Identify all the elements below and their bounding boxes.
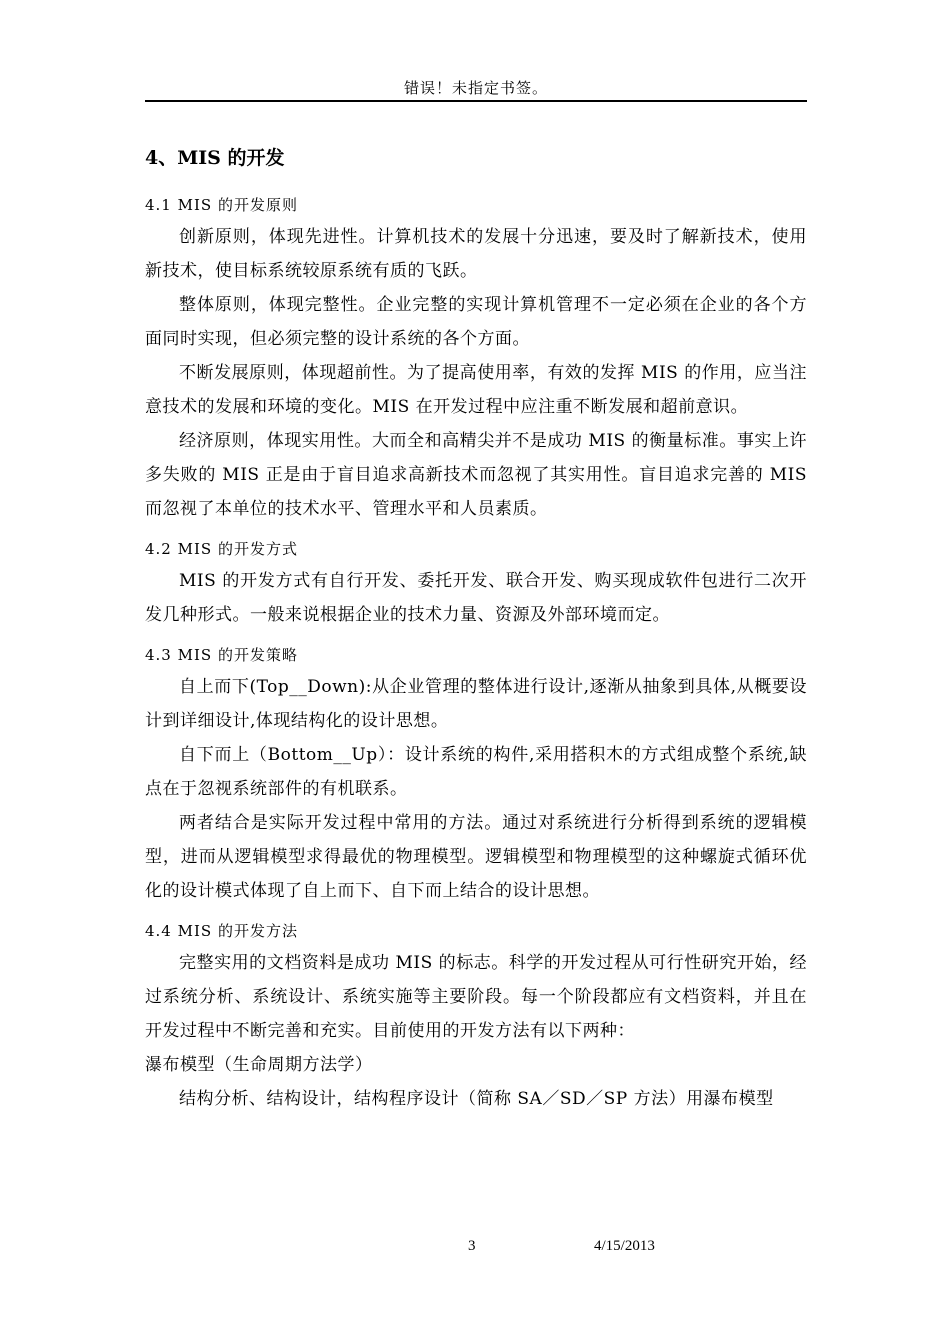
- paragraph-dev-modes: MIS 的开发方式有自行开发、委托开发、联合开发、购买现成软件包进行二次开发几种形式。一般来说根据企业的技术力量、资源及外部环境而定。: [145, 571, 807, 625]
- subsection-title-4-1: 4.1 MIS 的开发原则: [145, 196, 298, 214]
- document-body: [145, 140, 807, 1116]
- paragraph-sa-sd-sp: 结构分析、结构设计，结构程序设计（简称 SA／SD／SP 方法）用瀑布模型: [179, 1089, 774, 1109]
- subsection-title-4-3: 4.3 MIS 的开发策略: [145, 646, 298, 664]
- page-number: 3: [468, 1238, 476, 1254]
- paragraph-integrity: 整体原则，体现完整性。企业完整的实现计算机管理不一定必须在企业的各个方面同时实现，但必须完整的设计系统的各个方面。: [145, 295, 807, 349]
- paragraph-innovation: 创新原则，体现先进性。计算机技术的发展十分迅速，要及时了解新技术，使用新技术，使目标系统较原系统有质的飞跃。: [145, 227, 807, 281]
- paragraph-documentation: 完整实用的文档资料是成功 MIS 的标志。科学的开发过程从可行性研究开始，经过系统分析、系统设计、系统实施等主要阶段。每一个阶段都应有文档资料，并且在开发过程中不断完善和充实。目前使用的开发方法有以下两种：: [145, 953, 807, 1041]
- page-header: 错误！未指定书签。: [403, 79, 548, 97]
- subsection-title-4-2: 4.2 MIS 的开发方式: [145, 540, 298, 558]
- paragraph-top-down: 自上而下(Top__Down):从企业管理的整体进行设计,逐渐从抽象到具体,从概要设计到详细设计,体现结构化的设计思想。: [145, 677, 807, 731]
- section-title: 4、MIS 的开发: [145, 147, 285, 169]
- paragraph-development: 不断发展原则，体现超前性。为了提高使用率，有效的发挥 MIS 的作用，应当注意技术的发展和环境的变化。MIS 在开发过程中应注重不断发展和超前意识。: [145, 363, 807, 417]
- paragraph-waterfall-heading: 瀑布模型（生命周期方法学）: [145, 1055, 373, 1075]
- paragraph-bottom-up: 自下而上（Bottom__Up）：设计系统的构件,采用搭积木的方式组成整个系统,缺点在于忽视系统部件的有机联系。: [145, 745, 807, 799]
- paragraph-economy: 经济原则，体现实用性。大而全和高精尖并不是成功 MIS 的衡量标准。事实上许多失败的 MIS 正是由于盲目追求高新技术而忽视了其实用性。盲目追求完善的 MIS 而忽视了本单位的技术水平、管理水平和人员素质。: [145, 431, 807, 519]
- header-rule: [145, 100, 807, 102]
- footer-date: 4/15/2013: [594, 1238, 655, 1254]
- paragraph-combined: 两者结合是实际开发过程中常用的方法。通过对系统进行分析得到系统的逻辑模型，进而从逻辑模型求得最优的物理模型。逻辑模型和物理模型的这种螺旋式循环优化的设计模式体现了自上而下、自下而上结合的设计思想。: [145, 813, 807, 901]
- subsection-title-4-4: 4.4 MIS 的开发方法: [145, 922, 298, 940]
